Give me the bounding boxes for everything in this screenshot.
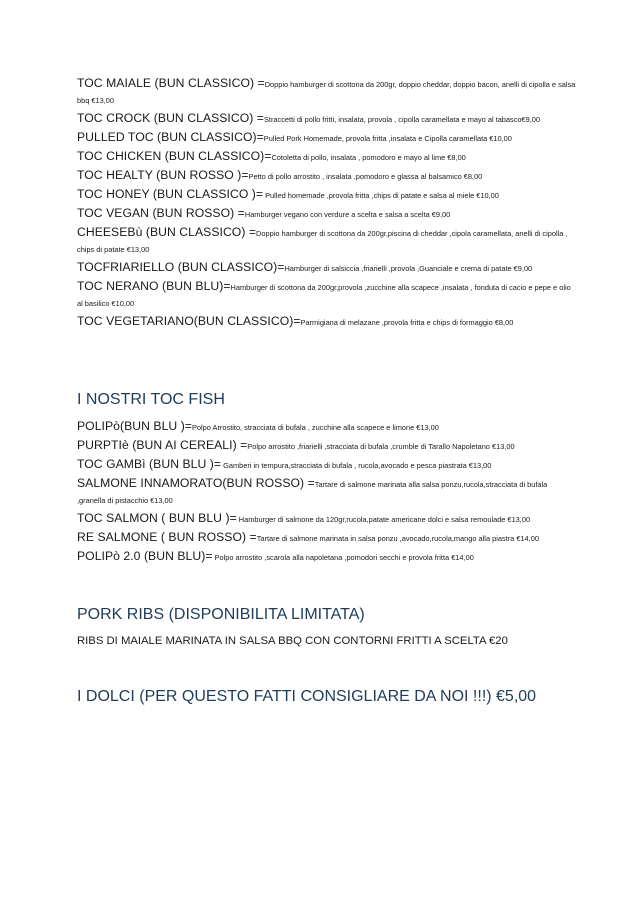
item-description: Hamburger di salsiccia ,friarielli ,provola ,Guanciale e crema di patate €9,00 [284,264,533,273]
item-name: TOCFRIARIELLO (BUN CLASSICO)= [77,260,285,274]
item-description: Polpo arrostito ,friarielli ,stracciata di bufala ,crumble di Tarallo Napoletano €13,00 [247,442,515,451]
item-name: TOC HEALTY (BUN ROSSO )= [77,168,249,182]
item-description: Cotoletta di pollo, insalata , pomodoro e mayo al lime €8,00 [271,153,466,162]
item-name: SALMONE INNAMORATO(BUN ROSSO) = [77,476,315,490]
item-name: CHEESEBù (BUN CLASSICO) = [77,225,257,239]
menu-item [77,187,577,203]
item-name: POLIPò(BUN BLU )= [77,419,192,433]
dolci-section-title: I DOLCI (PER QUESTO FATTI CONSIGLIARE DA NOI !!!) €5,00 [77,688,537,705]
item-description: Hamburger di salmone da 120gr,rucola,patate americane dolci e salsa remoulade €13,00 [236,515,531,524]
menu-item [77,168,577,184]
menu-item [77,111,577,127]
ribs-section-title: PORK RIBS (DISPONIBILITA LIMITATA) [77,606,365,623]
item-description: Doppio hamburger di scottona da 200gr, doppio cheddar, doppio bacon, anelli di cipolla e salsa bbq €13,00 [77,80,576,105]
item-name: TOC GAMBì (BUN BLU )= [77,457,222,471]
item-description: Pulled homemade ,provola fritta ,chips di patate e salsa al miele €10,00 [263,191,499,200]
menu-item [77,225,577,257]
item-description: Doppio hamburger di scottona da 200gr,piscina di cheddar ,cipola caramellata, anelli di cipolla , chips di patate €13,00 [77,229,568,254]
menu-item [77,419,577,435]
item-description: Hamburger vegano con verdure a scelta e salsa a scelta €9,00 [244,210,451,219]
item-description: Straccetti di pollo fritti, insalata, provola , cipolla caramellata e mayo al tabasco€9,00 [263,115,541,124]
item-name: TOC VEGAN (BUN ROSSO) = [77,206,245,220]
menu-item [77,260,577,276]
item-description: Gamberi in tempura,stracciata di bufala , rucola,avocado e pesca piastrata €13,00 [221,461,492,470]
item-name: RE SALMONE ( BUN ROSSO) = [77,530,257,544]
item-description: Polpo Arrostito, stracciata di bufala , zucchine alla scapece e limone €13,00 [191,423,439,432]
item-description: Petto di pollo arrostito , insalata ,pomodoro e glassa al balsamico €8,00 [248,172,483,181]
item-name: POLIPò 2.0 (BUN BLU)= [77,549,213,563]
menu-item [77,549,577,565]
item-name: TOC CHICKEN (BUN CLASSICO)= [77,149,272,163]
item-name: TOC HONEY (BUN CLASSICO )= [77,187,264,201]
item-description: Tartare di salmone marinata in salsa ponzu ,avocado,rucola,mango alla piastra €14,00 [256,534,539,543]
item-name: TOC NERANO (BUN BLU)= [77,279,231,293]
menu-item [77,476,577,508]
item-name: TOC CROCK (BUN CLASSICO) = [77,111,264,125]
item-description: Polpo arrostito ,scarola alla napoletana ,pomodori secchi e provola fritta €14,00 [212,553,474,562]
menu-item [77,76,577,108]
menu-item [77,511,577,527]
item-name: TOC MAIALE (BUN CLASSICO) = [77,76,265,90]
fish-section-title: I NOSTRI TOC FISH [77,391,225,408]
menu-item [77,457,577,473]
ribs-description: RIBS DI MAIALE MARINATA IN SALSA BBQ CON CONTORNI FRITTI A SCELTA €20 [77,635,508,647]
item-name: TOC VEGETARIANO(BUN CLASSICO)= [77,314,301,328]
item-description: Hamburger di scottona da 200gr,provola ,zucchine alla scapece ,insalata , fonduta di cacio e pepe e olio al basilico €10,00 [77,283,571,308]
burger-list [77,76,577,333]
item-name: TOC SALMON ( BUN BLU )= [77,511,237,525]
menu-item [77,314,577,330]
menu-item [77,130,577,146]
menu-item [77,149,577,165]
item-name: PURPTIè (BUN AI CEREALI) = [77,438,248,452]
item-description: Parmigiana di melazane ,provola fritta e chips di formaggio €8,00 [300,318,514,327]
item-description: Pulled Pork Homemade, provola fritta ,insalata e Cipolla caramellata €10,00 [263,134,512,143]
menu-item [77,279,577,311]
item-name: PULLED TOC (BUN CLASSICO)= [77,130,264,144]
menu-item [77,438,577,454]
item-description: Tartare di salmone marinata alla salsa ponzu,rucola,stracciata di bufala ,granella di pistacchio €13,00 [77,480,548,505]
fish-list [77,419,577,568]
menu-item [77,530,577,546]
menu-item [77,206,577,222]
